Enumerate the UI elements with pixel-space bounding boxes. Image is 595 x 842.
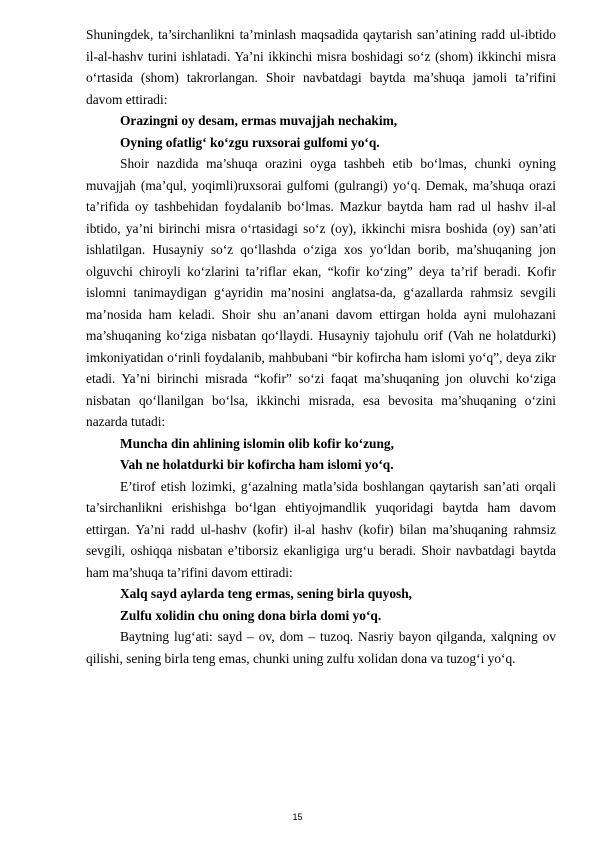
verse-2-line-1: Muncha din ahlining islomin olib kofir ko‘zung, <box>120 435 394 451</box>
paragraph-3: E’tirof etish lozimki, g‘azalning matla’sida boshlangan qaytarish san’ati orqali ta’sirchanlikni erishishga bo‘lgan ehtiyojmandlik yuqoridagi baytda ham davom ettirgan. Ya’ni radd ul-hashv (kofir) il-al hashv (kofir) bilan ma’shuqaning rahmsiz sevgili, oshiqqa nisbatan e’tiborsiz ekanligiga urg‘u beradi. Shoir navbatdagi baytda ham ma’shuqa ta’rifini davom ettiradi: <box>86 478 556 580</box>
paragraph-4: Baytning lug‘ati: sayd – ov, dom – tuzoq. Nasriy bayon qilganda, xalqning ov qilishi, sening birla teng emas, chunki uning zulfu xolidan dona va tuzog‘i yo‘q. <box>86 629 556 666</box>
paragraph-1: Shuningdek, ta’sirchanlikni ta’minlash maqsadida qaytarish san’atining radd ul-ibtido il-al-hashv turini ishlatadi. Ya’ni ikkinchi misra boshidagi so‘z (shom) ikkinchi misra o‘rtasida (shom) takrorlangan. Shoir navbatdagi baytda ma’shuqa jamoli ta’rifini davom ettiradi: <box>86 27 556 107</box>
document-page <box>86 24 556 669</box>
paragraph-2: Shoir nazdida ma’shuqa orazini oyga tashbeh etib bo‘lmas, chunki oyning muvajjah (ma’qul, yoqimli)ruxsorai gulfomi (gulrangi) yo‘q. Demak, ma’shuqa orazi ta’rifida oy tashbehidan foydalanib bo‘lmas. Mazkur baytda ham rad ul hashv il-al ibtido, ya’ni birinchi misra o‘rtasidagi so‘z (oy), ikkinchi misra boshida (oy) san’ati ishlatilgan. Husayniy so‘z qo‘llashda o‘ziga xos yo‘ldan borib, ma’shuqaning jon olguvchi chiroyli ko‘zlarini ta’riflar ekan, “kofir ko‘zing” deya ta’rif beradi. Kofir islomni tanimaydigan g‘ayridin ma’nosini anglatsa-da, g‘azallarda rahmsiz sevgili ma’nosida ham keladi. Shoir shu an’anani davom ettirgan holda ayni mulohazani ma’shuqaning ko‘ziga nisbatan qo‘llaydi. Husayniy tajohulu orif (Vah ne holatdurki) imkoniyatidan o‘rinli foydalanib, mahbubani “bir kofircha ham islomi yo‘q”, deya zikr etadi. Ya’ni birinchi misrada “kofir” so‘zi faqat ma’shuqaning jon oluvchi ko‘ziga nisbatan qo‘llanilgan bo‘lsa, ikkinchi misrada, esa bevosita ma’shuqaning o‘zini nazarda tutadi: <box>86 156 556 429</box>
verse-3-line-2: Zulfu xolidin chu oning dona birla domi yo‘q. <box>120 607 382 623</box>
verse-2-line-2: Vah ne holatdurki bir kofircha ham islomi yo‘q. <box>120 457 394 472</box>
page-number: 15 <box>292 812 303 822</box>
verse-1-line-1: Orazingni oy desam, ermas muvajjah nechakim, <box>120 113 398 128</box>
verse-1-line-2: Oyning ofatlig‘ ko‘zgu ruxsorai gulfomi yo‘q. <box>120 134 380 150</box>
verse-3-line-1: Xalq sayd aylarda teng ermas, sening birla quyosh, <box>120 586 413 601</box>
